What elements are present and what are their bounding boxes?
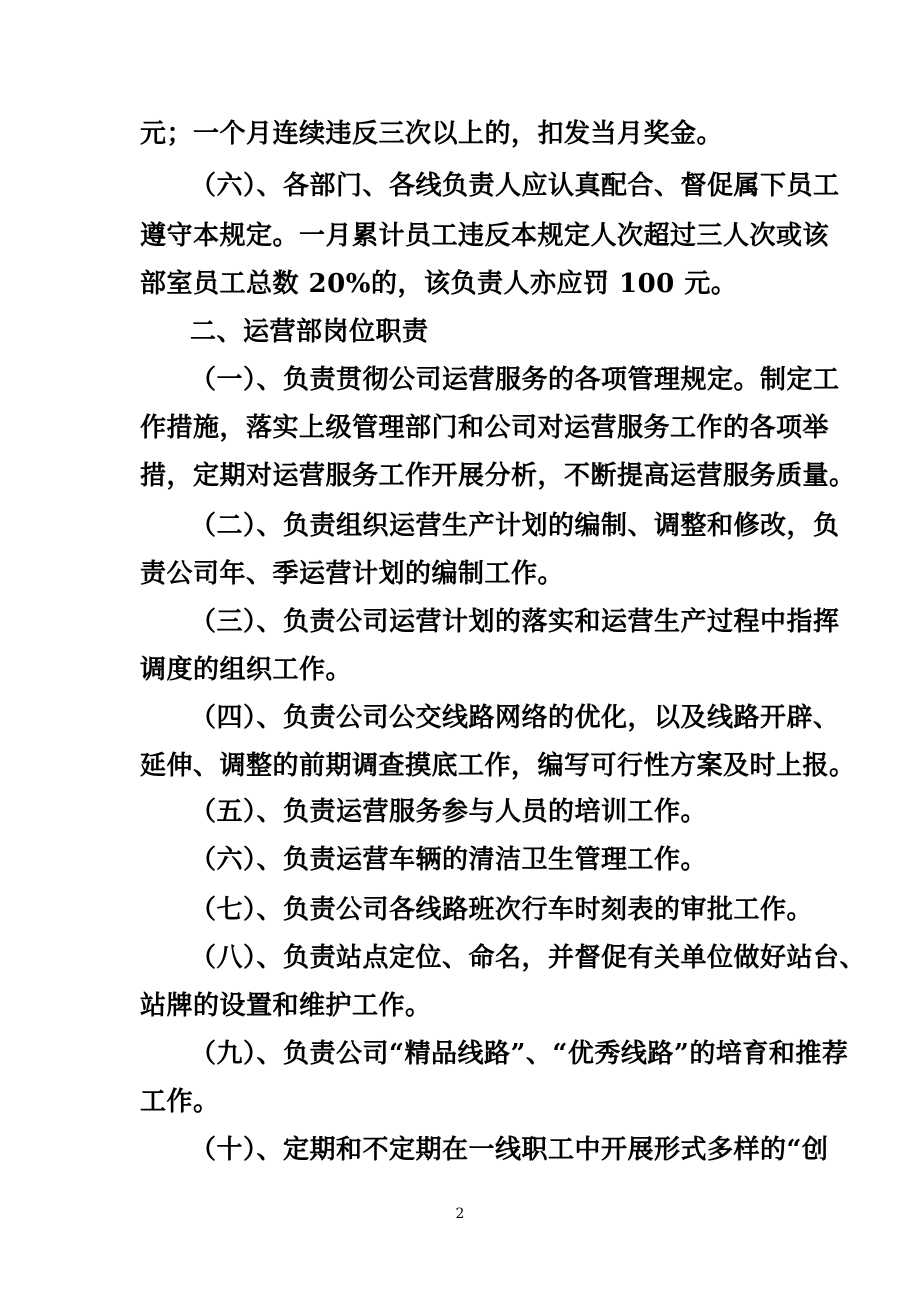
text-line-3: 遵守本规定。一月累计员工违反本规定人次超过三人次或该 — [140, 221, 830, 251]
text-line-16: （六）、负责运营车辆的清洁卫生管理工作。 — [190, 845, 708, 875]
text-line-2: （六）、各部门、各线负责人应认真配合、督促属下员工 — [190, 171, 840, 201]
text-line-6: （一）、负责贯彻公司运营服务的各项管理规定。制定工 — [190, 365, 840, 395]
text-line-8: 措，定期对运营服务工作开展分析，不断提高运营服务质量。 — [140, 461, 856, 491]
text-line-11: （三）、负责公司运营计划的落实和运营生产过程中指挥 — [190, 607, 840, 637]
text-line-14: 延伸、调整的前期调查摸底工作，编写可行性方案及时上报。 — [140, 751, 856, 781]
text-line-19: 站牌的设置和维护工作。 — [140, 991, 432, 1021]
text-line-18: （八）、负责站点定位、命名，并督促有关单位做好站台、 — [190, 943, 867, 973]
text-line-7: 作措施，落实上级管理部门和公司对运营服务工作的各项举 — [140, 413, 830, 443]
section-heading: 二、运营部岗位职责 — [190, 317, 429, 347]
text-line-13: （四）、负责公司公交线路网络的优化，以及线路开辟、 — [190, 703, 840, 733]
text-line-9: （二）、负责组织运营生产计划的编制、调整和修改，负 — [190, 511, 840, 541]
text-line-21: 工作。 — [140, 1087, 220, 1117]
text-line-10: 责公司年、季运营计划的编制工作。 — [140, 559, 565, 589]
text-line-20: （九）、负责公司“精品线路”、“优秀线路”的培育和推荐 — [190, 1039, 849, 1069]
text-line-22: （十）、定期和不定期在一线职工中开展形式多样的“创 — [190, 1135, 829, 1165]
text-line-1: 元；一个月连续违反三次以上的，扣发当月奖金。 — [140, 119, 724, 149]
text-line-12: 调度的组织工作。 — [140, 655, 353, 685]
text-line-17: （七）、负责公司各线路班次行车时刻表的审批工作。 — [190, 895, 814, 925]
page-number: 2 — [455, 1206, 465, 1222]
text-line-4: 部室员工总数 20%的，该负责人亦应罚 100 元。 — [140, 269, 738, 299]
text-line-15: （五）、负责运营服务参与人员的培训工作。 — [190, 797, 708, 827]
